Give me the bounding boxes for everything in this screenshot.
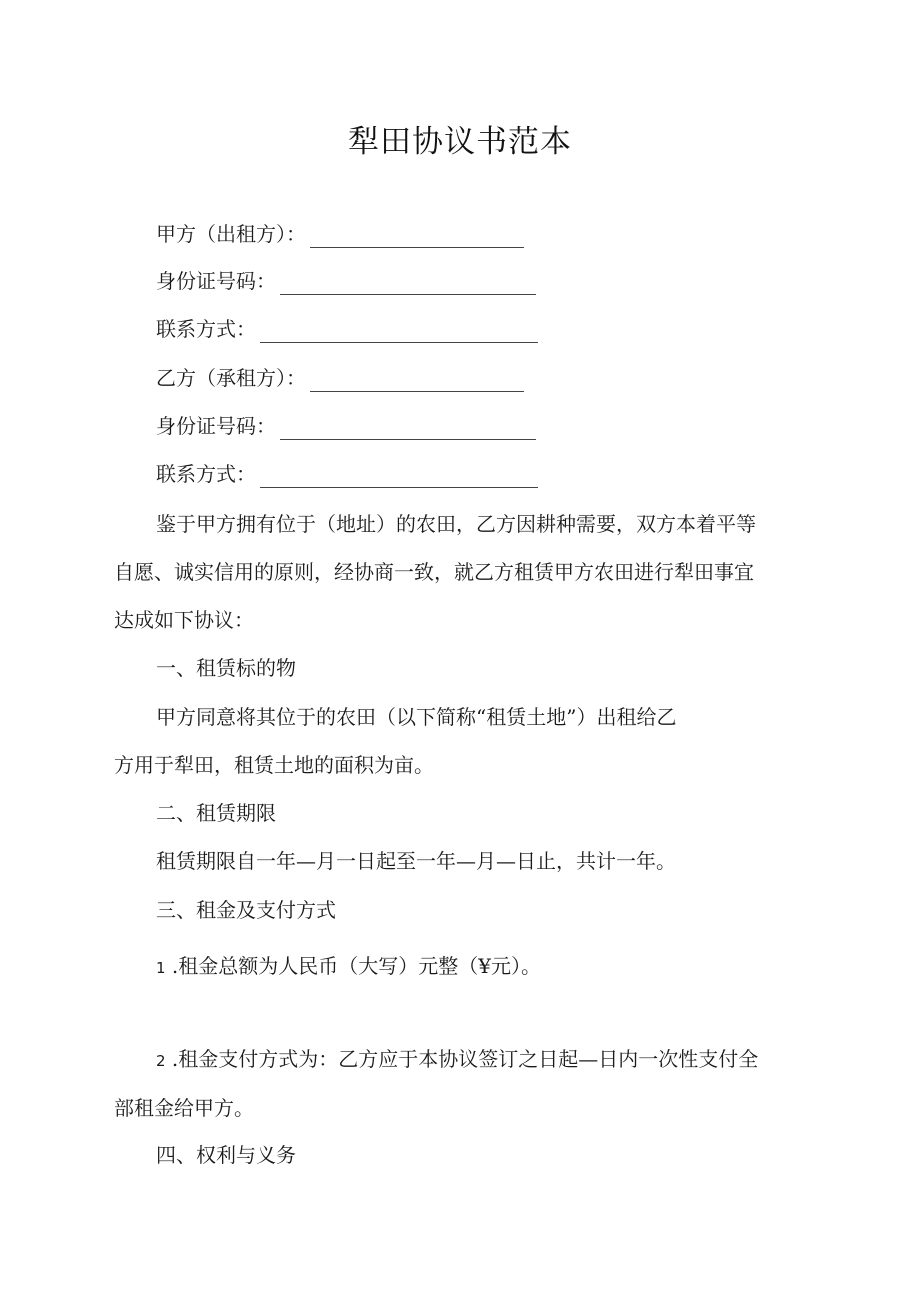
- intro-line-2: 自愿、诚实信用的原则，经协商一致，就乙方租赁甲方农田进行犁田事宜: [114, 560, 754, 584]
- lessor-contact-label: 联系方式：: [156, 317, 256, 341]
- item-2-number: 2: [156, 1052, 166, 1070]
- section-1-line-1: 甲方同意将其位于的农田（以下简称“租赁土地”）出租给乙: [156, 705, 677, 729]
- section-2-line-1: 租赁期限自一年—月一日起至一年—月—日止，共计一年。: [156, 849, 676, 873]
- lessee-contact-blank[interactable]: [260, 465, 538, 488]
- lessee-label: 乙方（承租方）：: [156, 366, 306, 390]
- section-1-heading: 一、租赁标的物: [156, 656, 296, 680]
- lessee-blank[interactable]: [310, 369, 524, 392]
- lessor-blank[interactable]: [310, 225, 524, 248]
- section-3-item-1: [156, 952, 541, 982]
- lessor-field: [156, 220, 524, 248]
- item-1-text: .租金总额为人民币（大写）元整（¥元）。: [171, 954, 541, 978]
- section-4-heading: 四、权利与义务: [156, 1143, 296, 1167]
- lessee-id-label: 身份证号码：: [156, 414, 276, 438]
- section-1-line-2: 方用于犁田，租赁土地的面积为亩。: [114, 753, 434, 777]
- lessee-contact-label: 联系方式：: [156, 462, 256, 486]
- lessor-label: 甲方（出租方）：: [156, 222, 306, 246]
- item-1-number: 1: [156, 959, 166, 977]
- intro-line-1: 鉴于甲方拥有位于（地址）的农田，乙方因耕种需要，双方本着平等: [156, 512, 756, 536]
- section-3-item-2: [156, 1045, 758, 1075]
- section-2-heading: 二、租赁期限: [156, 801, 276, 825]
- lessee-contact-field: [156, 460, 538, 488]
- lessor-id-field: [156, 267, 536, 295]
- lessor-id-blank[interactable]: [280, 272, 536, 295]
- lessee-id-blank[interactable]: [280, 417, 536, 440]
- lessee-id-field: [156, 412, 536, 440]
- document-title: 犁田协议书范本: [348, 124, 572, 160]
- intro-line-3: 达成如下协议：: [114, 608, 254, 632]
- section-3-heading: 三、租金及支付方式: [156, 898, 336, 922]
- section-3-item-2-cont: 部租金给甲方。: [114, 1096, 254, 1120]
- lessee-field: [156, 364, 524, 392]
- lessor-contact-field: [156, 315, 538, 343]
- lessor-id-label: 身份证号码：: [156, 269, 276, 293]
- lessor-contact-blank[interactable]: [260, 320, 538, 343]
- item-2-text: .租金支付方式为：乙方应于本协议签订之日起—日内一次性支付全: [171, 1047, 759, 1071]
